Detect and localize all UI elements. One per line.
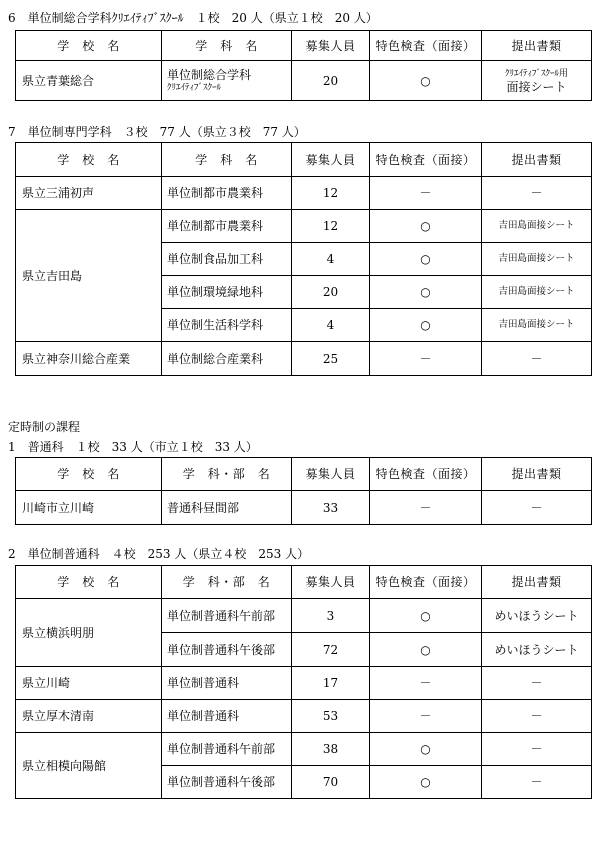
- school-name: 県立厚木清南: [16, 700, 162, 733]
- header-capacity: 募集人員: [292, 566, 370, 599]
- section6-table: [15, 30, 592, 101]
- header-school: 学 校 名: [16, 143, 162, 177]
- dept-name: 単位制普通科: [162, 700, 292, 733]
- school-name: 県立川崎: [16, 667, 162, 700]
- table-row: [16, 61, 592, 101]
- capacity: 20: [292, 61, 370, 101]
- documents: めいほうシート: [482, 599, 592, 633]
- interview-mark: ○: [370, 733, 482, 766]
- header-dept: 学 科 名: [162, 143, 292, 177]
- dept-name: 普通科昼間部: [162, 491, 292, 525]
- documents: 吉田島面接シート: [482, 243, 592, 276]
- dept-name: 単位制普通科午後部: [162, 633, 292, 667]
- header-documents: 提出書類: [482, 31, 592, 61]
- capacity: 17: [292, 667, 370, 700]
- header-school: 学 校 名: [16, 566, 162, 599]
- interview-mark: －: [370, 177, 482, 210]
- part2-caption: 2 単位制普通科 ４校 253 人（県立４校 253 人）: [8, 547, 310, 561]
- capacity: 38: [292, 733, 370, 766]
- capacity: 53: [292, 700, 370, 733]
- interview-mark: ○: [370, 276, 482, 309]
- documents: －: [482, 177, 592, 210]
- capacity: 12: [292, 177, 370, 210]
- part2-table: [15, 565, 592, 799]
- dept-name: 単位制普通科午前部: [162, 733, 292, 766]
- capacity: 4: [292, 243, 370, 276]
- school-name: 川崎市立川崎: [16, 491, 162, 525]
- documents: －: [482, 667, 592, 700]
- table-header-row: [16, 566, 592, 599]
- capacity: 33: [292, 491, 370, 525]
- capacity: 72: [292, 633, 370, 667]
- header-school: 学 校 名: [16, 458, 162, 491]
- dept-line1: 単位制総合学科: [167, 67, 252, 82]
- doc-line2: 面接シート: [506, 79, 567, 94]
- documents: －: [482, 342, 592, 376]
- dept-name: 単位制食品加工科: [162, 243, 292, 276]
- section6-caption: 6 単位制総合学科ｸﾘｴｲﾃｨﾌﾞｽｸｰﾙ １校 20 人（県立１校 20 人）: [8, 11, 378, 25]
- table-row: [16, 491, 592, 525]
- interview-mark: ○: [370, 309, 482, 342]
- dept-line2: ｸﾘｴｲﾃｨﾌﾞｽｸｰﾙ: [167, 82, 222, 93]
- interview-mark: －: [370, 667, 482, 700]
- interview-mark: ○: [370, 633, 482, 667]
- documents: 吉田島面接シート: [482, 276, 592, 309]
- interview-mark: ○: [370, 243, 482, 276]
- header-dept: 学 科 名: [162, 31, 292, 61]
- interview-mark: －: [370, 342, 482, 376]
- documents: －: [482, 733, 592, 766]
- table-header-row: [16, 143, 592, 177]
- dept-name: 単位制生活科学科: [162, 309, 292, 342]
- documents: 吉田島面接シート: [482, 309, 592, 342]
- part1-table: [15, 457, 592, 525]
- header-dept: 学 科・部 名: [162, 566, 292, 599]
- capacity: 20: [292, 276, 370, 309]
- header-capacity: 募集人員: [292, 143, 370, 177]
- table-header-row: [16, 458, 592, 491]
- documents: めいほうシート: [482, 633, 592, 667]
- header-interview: 特色検査（面接）: [370, 458, 482, 491]
- interview-mark: ○: [370, 599, 482, 633]
- capacity: 25: [292, 342, 370, 376]
- interview-mark: ○: [370, 210, 482, 243]
- header-capacity: 募集人員: [292, 458, 370, 491]
- doc-line1: ｸﾘｴｲﾃｨﾌﾞｽｸｰﾙ用: [504, 68, 568, 79]
- capacity: 70: [292, 766, 370, 799]
- header-dept: 学 科・部 名: [162, 458, 292, 491]
- section7-caption: 7 単位制専門学科 ３校 77 人（県立３校 77 人）: [8, 125, 306, 139]
- header-interview: 特色検査（面接）: [370, 31, 482, 61]
- school-name: 県立青葉総合: [16, 61, 162, 101]
- documents: －: [482, 700, 592, 733]
- header-capacity: 募集人員: [292, 31, 370, 61]
- capacity: 3: [292, 599, 370, 633]
- table-row: [16, 177, 592, 210]
- documents: －: [482, 491, 592, 525]
- documents: －: [482, 766, 592, 799]
- table-header-row: [16, 31, 592, 61]
- dept-name: 単位制普通科: [162, 667, 292, 700]
- interview-mark: ○: [370, 766, 482, 799]
- school-name: 県立三浦初声: [16, 177, 162, 210]
- header-documents: 提出書類: [482, 566, 592, 599]
- table-row: [16, 700, 592, 733]
- section7-table: [15, 142, 592, 376]
- dept-name: 単位制都市農業科: [162, 177, 292, 210]
- table-row: [16, 667, 592, 700]
- capacity: 4: [292, 309, 370, 342]
- header-documents: 提出書類: [482, 458, 592, 491]
- capacity: 12: [292, 210, 370, 243]
- school-name: 県立相模向陽館: [16, 733, 162, 799]
- dept-name: 単位制環境緑地科: [162, 276, 292, 309]
- part-title: 定時制の課程: [8, 420, 81, 434]
- interview-mark: ○: [370, 61, 482, 101]
- table-row: [16, 599, 592, 633]
- interview-mark: －: [370, 491, 482, 525]
- header-interview: 特色検査（面接）: [370, 143, 482, 177]
- table-row: [16, 733, 592, 766]
- interview-mark: －: [370, 700, 482, 733]
- documents: [482, 61, 592, 101]
- school-name: 県立吉田島: [16, 210, 162, 342]
- part1-caption: 1 普通科 １校 33 人（市立１校 33 人）: [8, 440, 258, 454]
- header-documents: 提出書類: [482, 143, 592, 177]
- table-row: [16, 342, 592, 376]
- dept-name: 単位制普通科午前部: [162, 599, 292, 633]
- header-interview: 特色検査（面接）: [370, 566, 482, 599]
- table-row: [16, 210, 592, 243]
- dept-name: 単位制普通科午後部: [162, 766, 292, 799]
- dept-name: 単位制総合産業科: [162, 342, 292, 376]
- dept-name: [162, 61, 292, 101]
- documents: 吉田島面接シート: [482, 210, 592, 243]
- header-school: 学 校 名: [16, 31, 162, 61]
- school-name: 県立横浜明朋: [16, 599, 162, 667]
- dept-name: 単位制都市農業科: [162, 210, 292, 243]
- school-name: 県立神奈川総合産業: [16, 342, 162, 376]
